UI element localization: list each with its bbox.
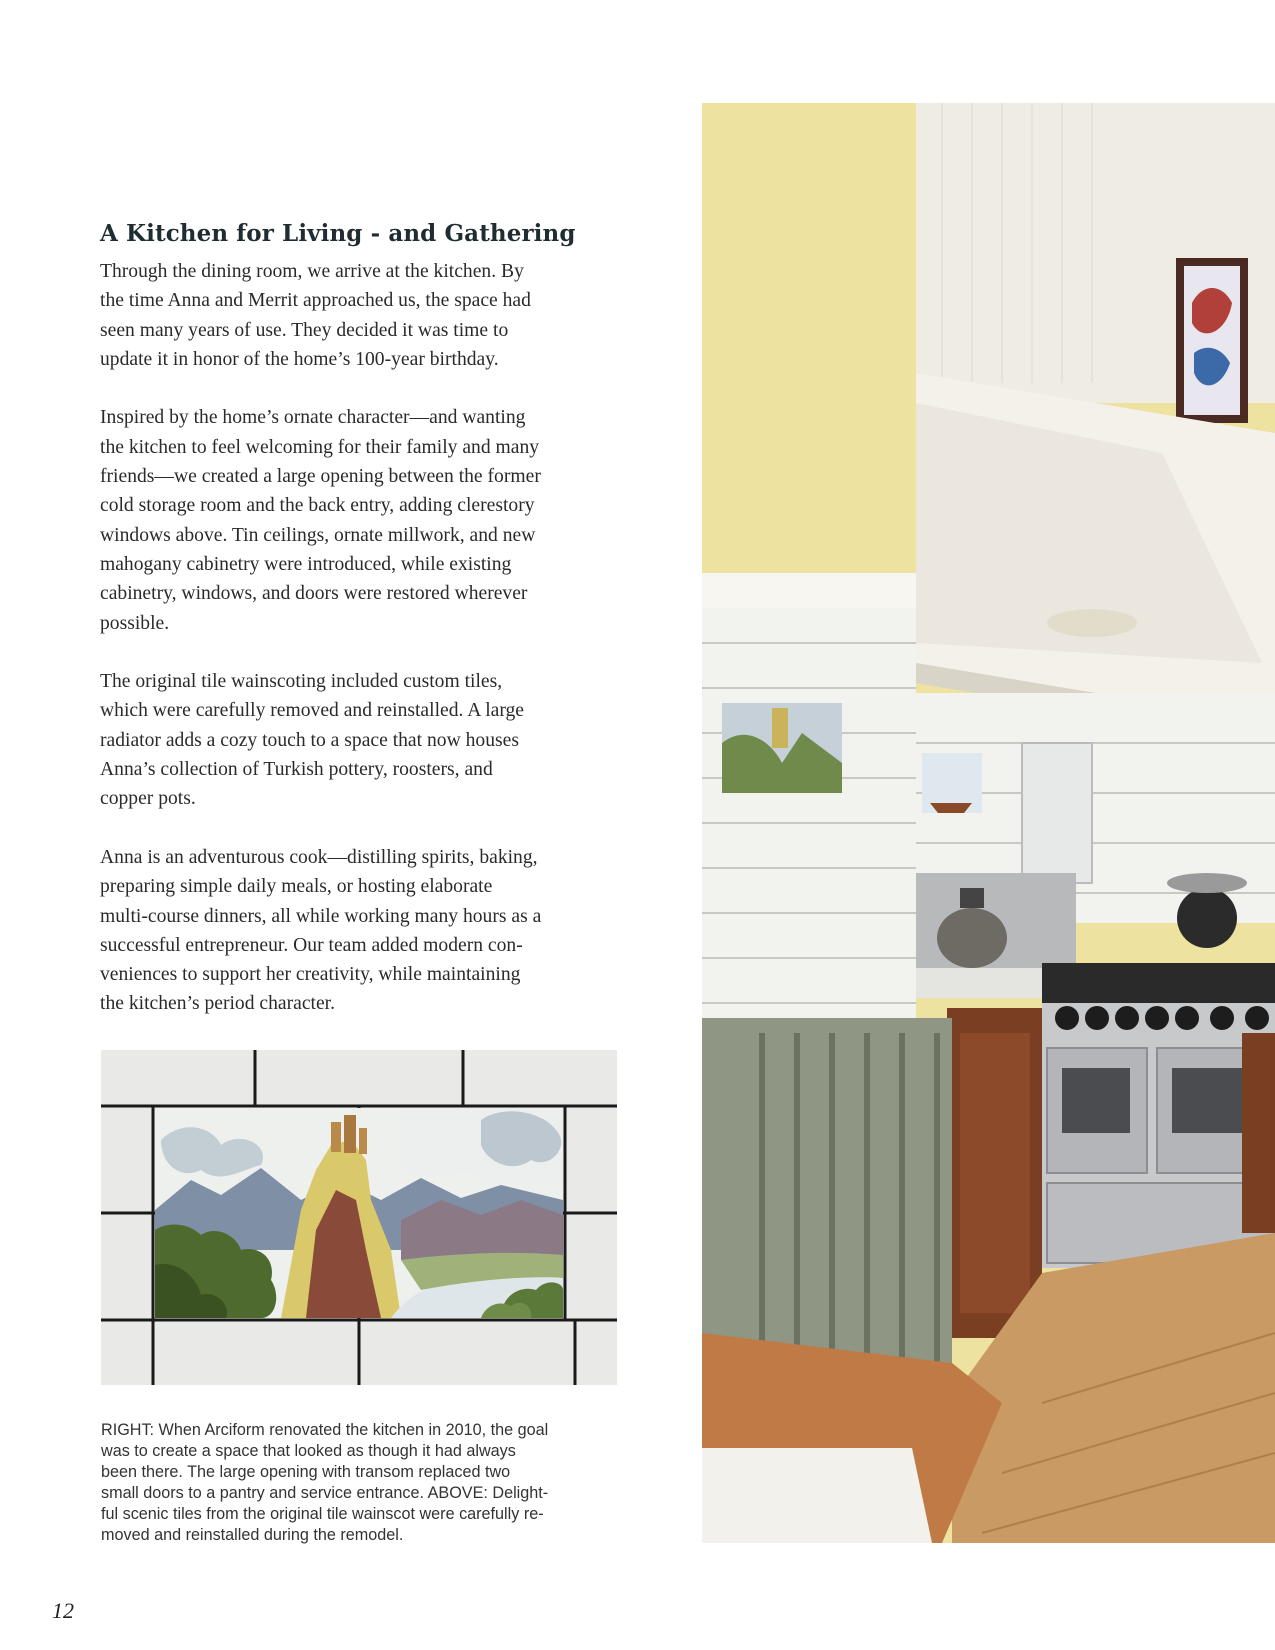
kitchen-illustration [702,103,1275,1543]
paragraph: The original tile wainscoting included custom tiles, which were carefully removed and reinstalled. A large radiator adds a cozy touch to a space that now houses Anna’s collection of Turkish pottery, roosters, and copper pots. [100,671,525,810]
photo-caption: RIGHT: When Arciform renovated the kitchen in 2010, the goal was to create a space that looked as though it had always been there. The large opening with transom replaced two small doors to a pantry and service entrance. ABOVE: Delight- ful scenic tiles from the original tile wainscot were carefully re- moved and reinstalled during the remodel. [101,1421,549,1544]
scenic-tile-illustration [101,1050,617,1385]
scenic-tile-photo [101,1050,617,1385]
kitchen-photo [702,103,1275,1543]
article-body [100,257,625,1048]
article-heading: A Kitchen for Living - and Gathering [100,220,576,247]
paragraph: Anna is an adventurous cook—distilling spirits, baking, preparing simple daily meals, or hosting elaborate multi-course dinners, all while working many hours as a successful entrepreneur. Our team added modern con- veniences to support her creativity, while maintaining the kitchen’s period character. [100,846,542,1015]
paragraph: Through the dining room, we arrive at the kitchen. By the time Anna and Merrit approached us, the space had seen many years of use. They decided it was time to update it in honor of the home’s 100-year birthday. [100,261,531,370]
paragraph: Inspired by the home’s ornate character—and wanting the kitchen to feel welcoming for their family and many friends—we created a large opening between the former cold storage room and the back entry, adding clerestory windows above. Tin ceilings, ornate millwork, and new mahogany cabinetry were introduced, while existing cabinetry, windows, and doors were restored wherever possible. [100,407,541,634]
page-number: 12 [52,1598,74,1623]
